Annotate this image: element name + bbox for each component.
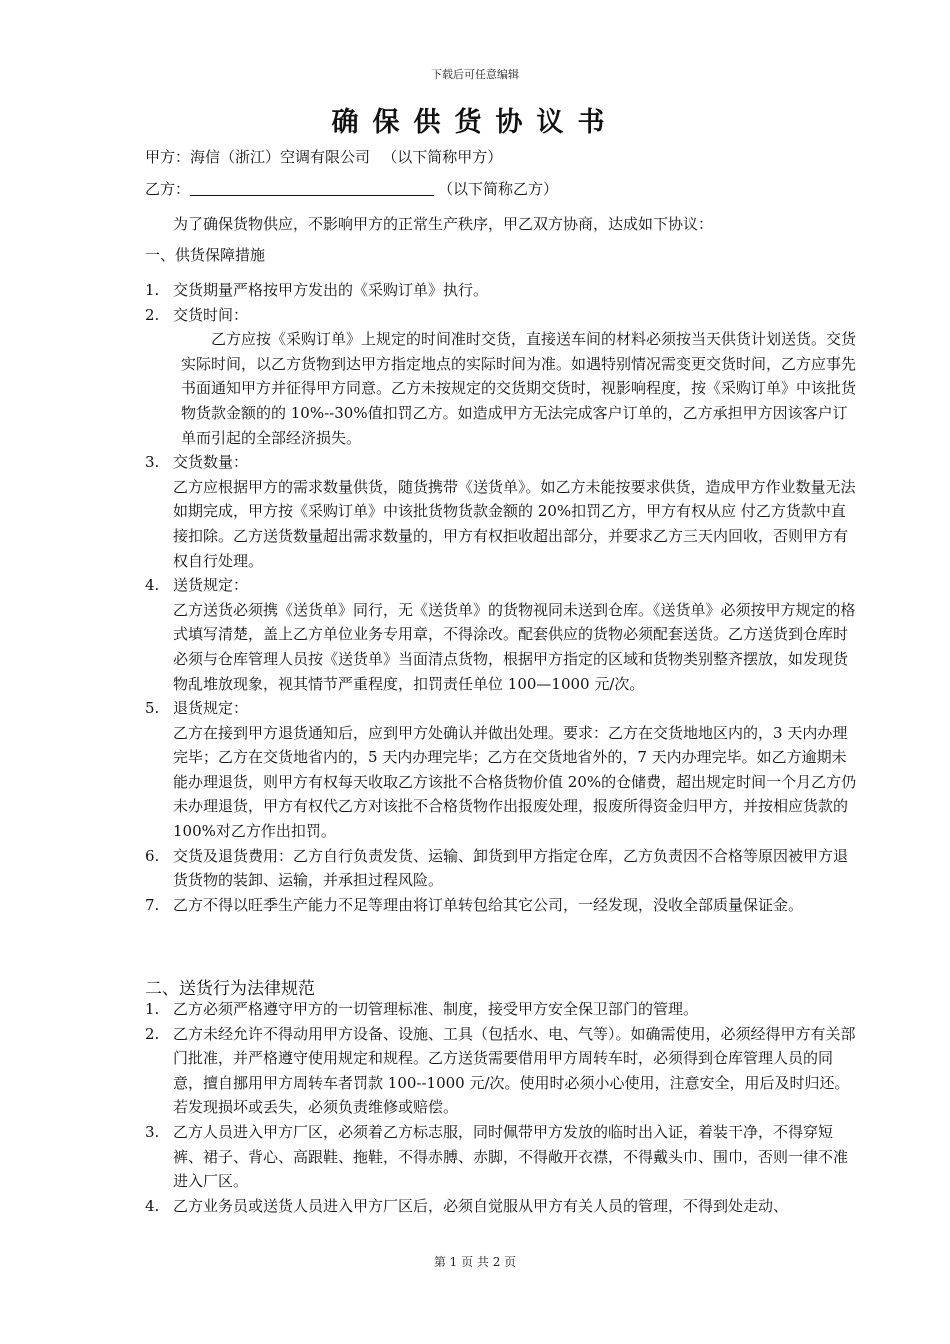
section-2-item [145,1022,857,1120]
section-1-item [145,893,857,918]
section-1-item [145,696,857,844]
item-body: 乙方送货必须携《送货单》同行，无《送货单》的货物视同未送到仓库。《送货单》必须按甲方规定的格式填写清楚，盖上乙方单位业务专用章，不得涂改。配套供应的货物必须配套送货。乙方送货到仓库时必须与仓库管理人员按《送货单》当面清点货物，根据甲方指定的区域和货物类别整齐摆放，如发现货物乱堆放现象，视其情节严重程度，扣罚责任单位 100—1000 元/次。 [173,600,856,693]
item-number: 3. [145,453,160,472]
item-body: 乙方应根据甲方的需求数量供货，随货携带《送货单》。如乙方未能按要求供货，造成甲方作业数量无法如期完成，甲方按《采购订单》中该批货物货款金额的 20%扣罚乙方，甲方有权从应 付乙方货款中直接扣除。乙方送货数量超出需求数量的，甲方有权拒收超出部分，并要求乙方三天内回收，否则甲方有权自行处理。 [173,477,856,570]
section-2-item [145,997,857,1022]
intro-paragraph: 为了确保货物供应，不影响甲方的正常生产秩序，甲乙双方协商，达成如下协议： [173,215,714,233]
item-title: 交货时间： [173,305,249,324]
party-a-line: 甲方：海信（浙江）空调有限公司 （以下简称甲方） [145,148,503,166]
item-number: 3. [145,1122,160,1141]
item-title: 退货规定： [173,699,249,718]
section-2-heading: 二、送货行为法律规范 [145,979,315,999]
section-1-item [145,844,857,893]
party-b-label: 乙方： [145,180,191,198]
party-b-line [145,178,558,199]
section-1-item [145,573,857,696]
section-1-item [145,278,857,303]
party-b-blank-field [190,181,434,196]
item-number: 5. [145,699,160,718]
item-text: 乙方未经允许不得动用甲方设备、设施、工具（包括水、电、气等）。如确需使用，必须经得甲方有关部门批准，并严格遵守使用规定和规程。乙方送货需要借用甲方周转车时，必须得到仓库管理人员的同意，擅自挪用甲方周转车者罚款 100--1000 元/次。使用时必须小心使用，注意安全，用后及时归还。若发现损坏或丢失，必须负责维修或赔偿。 [173,1024,856,1117]
item-title: 交货数量： [173,453,249,472]
item-body: 乙方应按《采购订单》上规定的时间准时交货，直接送车间的材料必须按当天供货计划送货。交货实际时间，以乙方货物到达甲方指定地点的实际时间为准。如遇特别情况需变更交货时间，乙方应事先书面通知甲方并征得甲方同意。乙方未按规定的交货期交货时，视影响程度，按《采购订单》中该批货物货款金额的的 10%--30%值扣罚乙方。如造成甲方无法完成客户订单的，乙方承担甲方因该客户订单而引起的全部经济损失。 [181,330,857,447]
header-note: 下载后可任意编辑 [431,68,519,81]
party-b-suffix: （以下简称乙方） [438,180,559,198]
section-1-heading: 一、供货保障措施 [145,246,266,264]
item-title: 交货及退货费用：乙方自行负责发货、运输、卸货到甲方指定仓库，乙方负责因不合格等原因被甲方退货货物的装卸、运输，并承担过程风险。 [173,846,849,890]
item-number: 2. [145,305,160,324]
item-text: 乙方人员进入甲方厂区，必须着乙方标志服，同时佩带甲方发放的临时出入证，着装干净，不得穿短裤、裙子、背心、高跟鞋、拖鞋，不得赤膊、赤脚，不得敞开衣襟，不得戴头巾、围巾，否则一律不准进入厂区。 [173,1122,849,1191]
item-text: 乙方必须严格遵守甲方的一切管理标准、制度，接受甲方安全保卫部门的管理。 [173,1000,699,1018]
section-2-list [145,997,857,1218]
section-2-item [145,1194,857,1219]
section-1-item [145,303,857,451]
item-text: 乙方业务员或送货人员进入甲方厂区后，必须自觉服从甲方有关人员的管理，不得到处走动、 [173,1196,789,1215]
document-title: 确保供货协议书 [331,107,619,138]
section-1-list [145,278,857,917]
item-title: 交货期量严格按甲方发出的《采购订单》执行。 [173,281,489,299]
item-number: 1. [145,281,160,299]
item-title: 送货规定： [173,576,249,595]
item-number: 7. [145,895,160,914]
item-number: 1. [145,1000,160,1018]
item-number: 4. [145,576,160,595]
section-1-item [145,450,857,573]
item-number: 4. [145,1196,160,1215]
item-body: 乙方在接到甲方退货通知后，应到甲方处确认并做出处理。要求：乙方在交货地地区内的，3 天内办理完毕；乙方在交货地省内的，5 天内办理完毕；乙方在交货地省外的，7 天内办理完毕。如乙方逾期未能办理退货，则甲方有权每天收取乙方该批不合格货物价值 20%的仓储费，超出规定时间一个月乙方仍未办理退货，甲方有权代乙方对该批不合格货物作出报废处理，报废所得资金归甲方，并按相应货款的 100%对乙方作出扣罚。 [173,723,857,841]
section-2-item [145,1120,857,1194]
item-number: 2. [145,1024,160,1043]
page-footer: 第 1 页 共 2 页 [433,1255,517,1269]
item-title: 乙方不得以旺季生产能力不足等理由将订单转包给其它公司，一经发现，没收全部质量保证金。 [173,895,804,914]
item-number: 6. [145,846,160,865]
